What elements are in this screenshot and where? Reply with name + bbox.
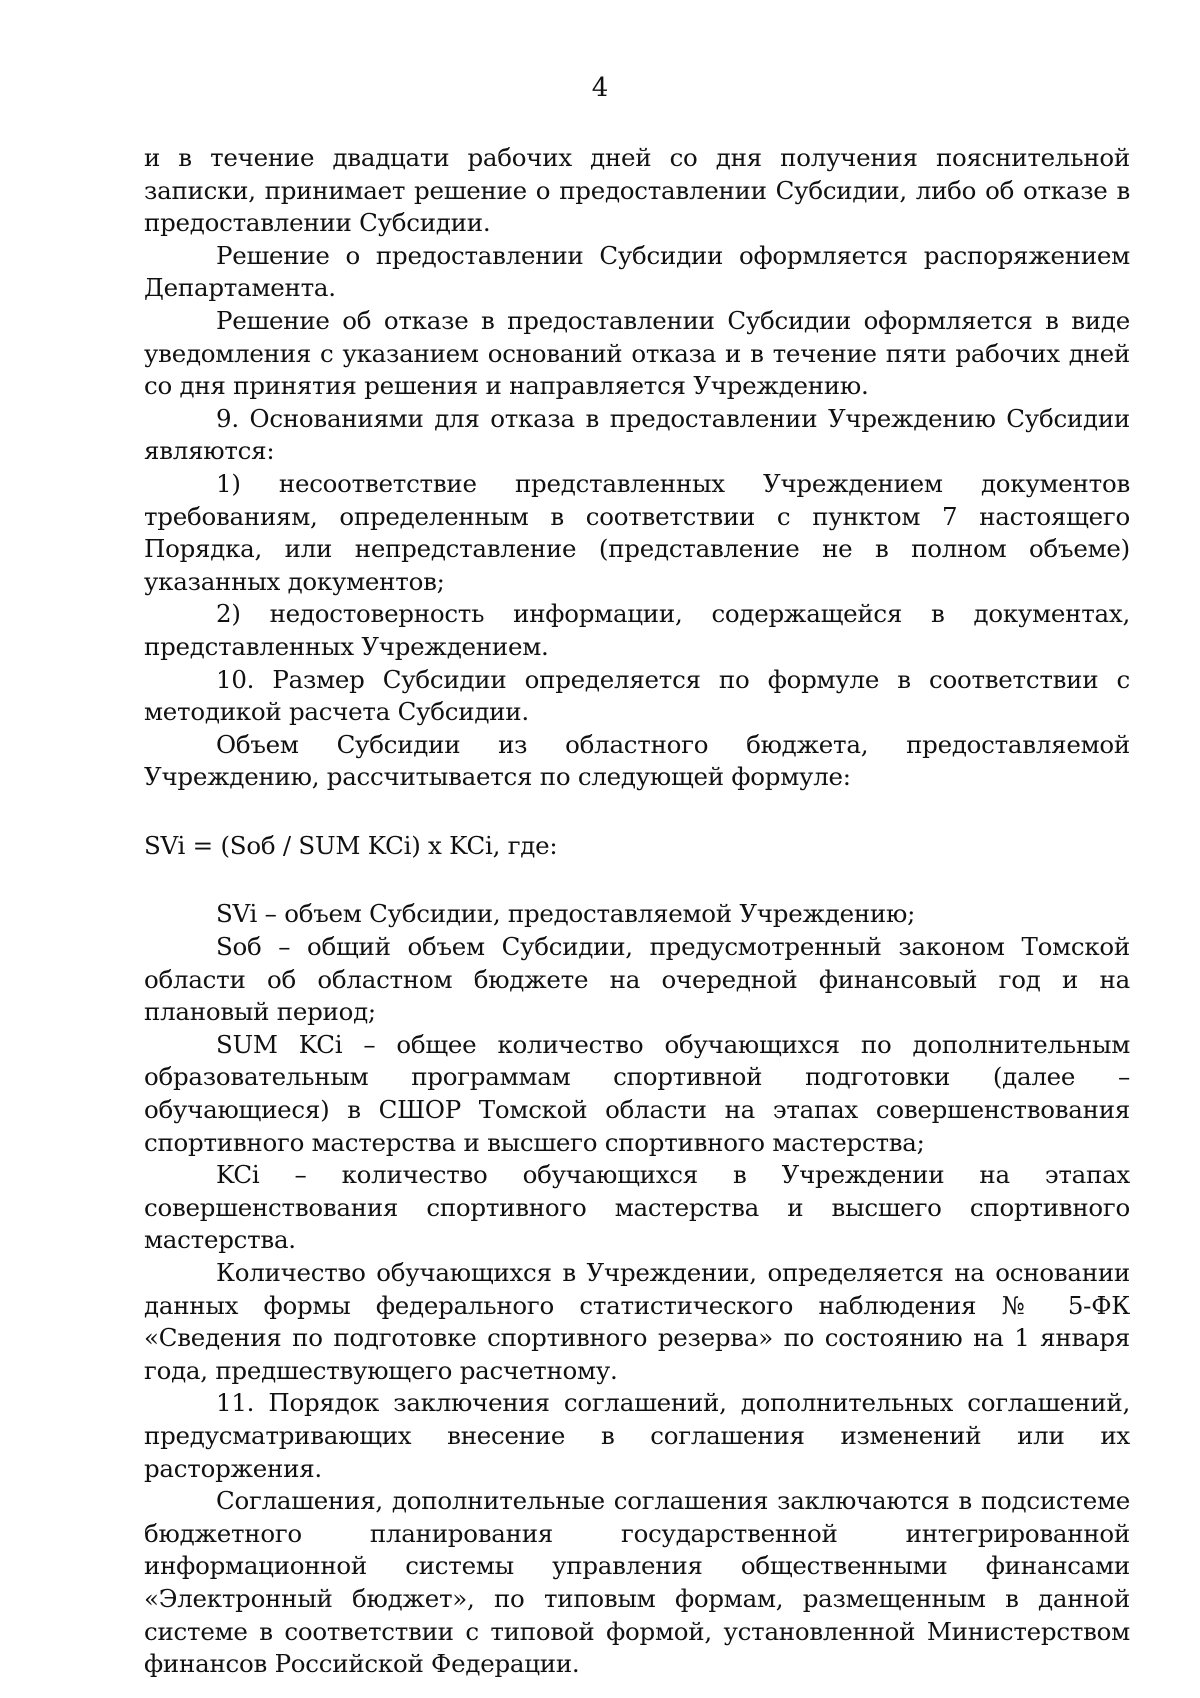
paragraph-agreements: Соглашения, дополнительные соглашения заключаются в подсистеме бюджетного планирования государственной интегрированной информационной системы управления общественными финансами «Электронный бюджет», по типовым формам, размещенным в данной системе в соответствии с типовой формой, установленной Министерством финансов Российской Федерации. — [144, 1486, 1130, 1679]
paragraph-continuation: и в течение двадцати рабочих дней со дня получения пояснительной записки, принимает решение о предоставлении Субсидии, либо об отказе в предоставлении Субсидии. — [144, 143, 1130, 238]
paragraph-item-9: 9. Основаниями для отказа в предоставлении Учреждению Субсидии являются: — [144, 403, 1130, 466]
page-number: 4 — [591, 73, 609, 103]
paragraph-students-count: Количество обучающихся в Учреждении, определяется на основании данных формы федерального статистического наблюдения № 5-ФК «Сведения по подготовке спортивного резерва» по состоянию на 1 января года, предшествующего расчетному. — [144, 1258, 1130, 1385]
paragraph-decision-refusal: Решение об отказе в предоставлении Субсидии оформляется в виде уведомления с указанием оснований отказа и в течение пяти рабочих дней со дня принятия решения и направляется Учреждению. — [144, 305, 1130, 401]
paragraph-decision-grant: Решение о предоставлении Субсидии оформляется распоряжением Департамента. — [144, 240, 1130, 303]
paragraph-item-9-1: 1) несоответствие представленных Учреждением документов требованиям, определенным в соответствии с пунктом 7 настоящего Порядка, или непредставление (представление не в полном объеме) указанных документов; — [144, 468, 1130, 596]
paragraph-item-9-2: 2) недостоверность информации, содержащейся в документах, представленных Учреждением. — [144, 599, 1130, 661]
paragraph-item-10: 10. Размер Субсидии определяется по формуле в соответствии с методикой расчета Субсидии. — [144, 664, 1130, 727]
paragraph-item-11: 11. Порядок заключения соглашений, дополнительных соглашений, предусматривающих внесение в соглашения изменений или их расторжения. — [144, 1388, 1130, 1483]
document-body — [144, 142, 1130, 1681]
subsidy-formula: SVi = (Sоб / SUM KCi) x KCi, где: — [144, 830, 558, 860]
paragraph-sob-definition: Sоб – общий объем Субсидии, предусмотренный законом Томской области об областном бюджете на очередной финансовый год и на плановый период; — [144, 932, 1130, 1027]
paragraph-formula-intro: Объем Субсидии из областного бюджета, предоставляемой Учреждению, рассчитывается по следующей формуле: — [144, 729, 1130, 792]
paragraph-kci-definition: KCi – количество обучающихся в Учреждении на этапах совершенствования спортивного мастерства и высшего спортивного мастерства. — [144, 1160, 1130, 1255]
paragraph-svi-definition: SVi – объем Субсидии, предоставляемой Учреждению; — [216, 899, 916, 929]
paragraph-sum-kci-definition: SUM KCi – общее количество обучающихся по дополнительным образовательным программам спортивной подготовки (далее – обучающиеся) в СШОР Томской области на этапах совершенствования спортивного мастерства и высшего спортивного мастерства; — [144, 1029, 1130, 1157]
